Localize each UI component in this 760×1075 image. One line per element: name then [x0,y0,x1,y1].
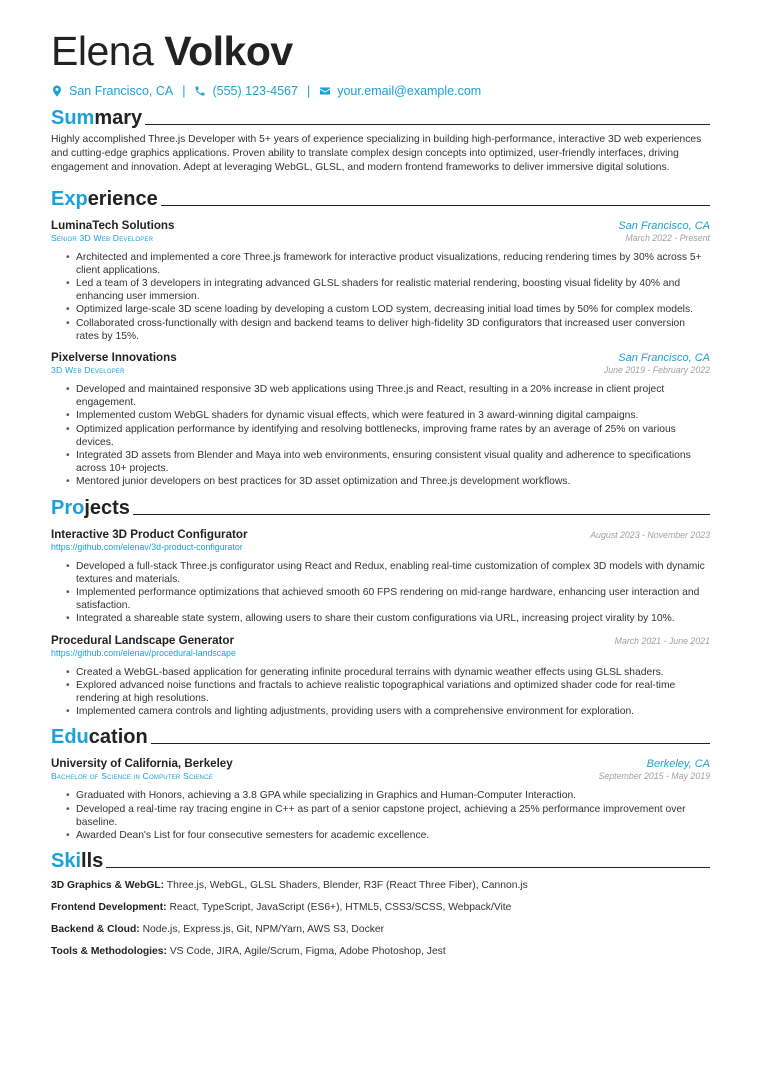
section-rule [106,867,710,868]
summary-text: Highly accomplished Three.js Developer with 5+ years of experience specializing in building high-performance, interactive 3D web experiences and cutting-edge graphics applications. Proven ability to translate complex design concepts into optimized, user-friendly interfaces, driving engagement and innovation. Adept at leveraging WebGL, GLSL, and modern frontend frameworks to deliver immersive digital solutions. [51,134,702,174]
email-link: your.email@example.com [337,84,482,98]
entry-dates: August 2023 - November 2023 [590,529,710,540]
list-item: • Implemented performance optimizations that achieved smooth 60 FPS rendering on mid-range hardware, enhancing user interaction and satisfaction. [76,586,710,612]
experience-entry [51,351,710,489]
list-item: • Mentored junior developers on best practices for 3D asset optimization and Three.js development workflows. [76,475,710,488]
project-name: Procedural Landscape Generator [51,633,234,647]
company-name: Pixelverse Innovations [51,351,177,365]
list-item: • Led a team of 3 developers in integrating advanced GLSL shaders for realistic material rendering, boosting visual fidelity by 40% and enhancing user immersion. [76,277,710,303]
bullet-list [51,383,710,489]
bullet-list [51,251,710,343]
job-title: Senior 3D Web Developer [51,232,154,243]
list-item: • Implemented custom WebGL shaders for dynamic visual effects, which were featured in 3 award-winning digital campaigns. [76,409,710,422]
skills-heading: Ski lls [51,850,710,872]
list-item: • Optimized large-scale 3D scene loading by developing a custom LOD system, decreasing initial load times by 50% for complex models. [76,303,710,316]
project-name: Interactive 3D Product Configurator [51,527,248,541]
education-entry [51,757,710,842]
bullet-list [51,560,710,626]
list-item: • Developed and maintained responsive 3D web applications using Three.js and React, resulting in a 20% increase in client project engagement. [76,383,710,409]
contact-separator: | [182,84,186,98]
phone-text: (555) 123-4567 [212,84,298,98]
summary-heading: Sum mary [51,107,710,129]
list-item: • Developed a full-stack Three.js configurator using React and Redux, enabling real-time customization of complex 3D models with dynamic textures and materials. [76,560,710,586]
skill-label: 3D Graphics & WebGL: [51,880,165,892]
location-text: San Francisco, CA [69,84,174,98]
list-item: • Integrated 3D assets from Blender and Maya into web environments, ensuring consistent visual quality and adherence to specifications across 10+ projects. [76,449,710,475]
contact-bar [51,81,710,101]
section-rule [133,514,710,515]
phone-icon [194,85,206,97]
skill-label: Tools & Methodologies: [51,946,167,958]
entry-dates: March 2022 - Present [625,232,710,243]
projects-heading: Pro jects [51,497,710,519]
project-entry [51,634,710,719]
skill-value: Three.js, WebGL, GLSL Shaders, Blender, R3F (React Three Fiber), Cannon.js [166,880,528,892]
skill-row [51,879,710,893]
job-title: 3D Web Developer [51,365,125,376]
experience-heading: Exp erience [51,188,710,210]
contact-email[interactable] [319,84,481,98]
skill-row [51,901,710,915]
list-item: • Integrated a shareable state system, allowing users to share their custom configurations via URL, increasing project virality by 10%. [76,612,710,625]
list-item: • Architected and implemented a core Three.js framework for interactive product visualizations, reducing rendering times by 30% across 5+ client applications. [76,251,710,277]
skill-value: VS Code, JIRA, Agile/Scrum, Figma, Adobe Photoshop, Jest [169,946,446,958]
contact-phone[interactable] [194,84,297,98]
list-item: • Developed a real-time ray tracing engine in C++ as part of a senior capstone project, achieving a 25% performance improvement over baseline. [76,803,710,829]
entry-location: San Francisco, CA [618,352,710,365]
list-item: • Created a WebGL-based application for generating infinite procedural terrains with dynamic weather effects using GLSL shaders. [76,666,710,679]
list-item: • Collaborated cross-functionally with design and backend teams to deliver high-fidelity 3D configurators that increased user conversion rates by 15%. [76,317,710,343]
section-rule [161,205,710,206]
skill-row [51,945,710,959]
list-item: • Explored advanced noise functions and fractals to achieve realistic topographical variations and optimized shader code for real-time rendering at high resolutions. [76,679,710,705]
entry-location: Berkeley, CA [646,758,710,771]
skill-label: Backend & Cloud: [51,924,140,936]
list-item: • Optimized application performance by identifying and resolving bottlenecks, improving frame rates by an average of 25% on various devices. [76,423,710,449]
skill-label: Frontend Development: [51,902,167,914]
project-entry [51,528,710,626]
first-name: Elena [51,28,154,74]
envelope-icon [319,85,331,97]
bullet-list [51,666,710,719]
project-link[interactable]: https://github.com/elenav/procedural-landscape [51,647,236,658]
section-rule [151,743,710,744]
skill-row [51,923,710,937]
contact-location [51,84,173,98]
list-item: • Awarded Dean's List for four consecutive semesters for academic excellence. [76,829,710,842]
contact-separator: | [306,84,311,98]
company-name: LuminaTech Solutions [51,218,175,232]
candidate-name [51,0,710,78]
skill-value: React, TypeScript, JavaScript (ES6+), HTML5, CSS3/SCSS, Webpack/Vite [169,902,512,914]
entry-dates: September 2015 - May 2019 [598,771,710,782]
list-item: • Graduated with Honors, achieving a 3.8 GPA while specializing in Graphics and Human-Computer Interaction. [76,789,710,802]
list-item: • Implemented camera controls and lighting adjustments, providing users with a comprehensive environment for exploration. [76,705,710,718]
entry-dates: March 2021 - June 2021 [614,635,710,646]
entry-location: San Francisco, CA [618,219,710,232]
experience-entry [51,219,710,343]
education-heading: Edu cation [51,726,710,748]
section-rule [145,124,710,125]
project-link[interactable]: https://github.com/elenav/3d-product-configurator [51,541,243,552]
degree-title: Bachelor of Science in Computer Science [51,771,213,782]
map-marker-icon [51,85,63,97]
skill-value: Node.js, Express.js, Git, NPM/Yarn, AWS S3, Docker [142,924,385,936]
entry-dates: June 2019 - February 2022 [603,365,710,376]
bullet-list [51,789,710,842]
last-name: Volkov [164,28,293,74]
school-name: University of California, Berkeley [51,757,233,771]
